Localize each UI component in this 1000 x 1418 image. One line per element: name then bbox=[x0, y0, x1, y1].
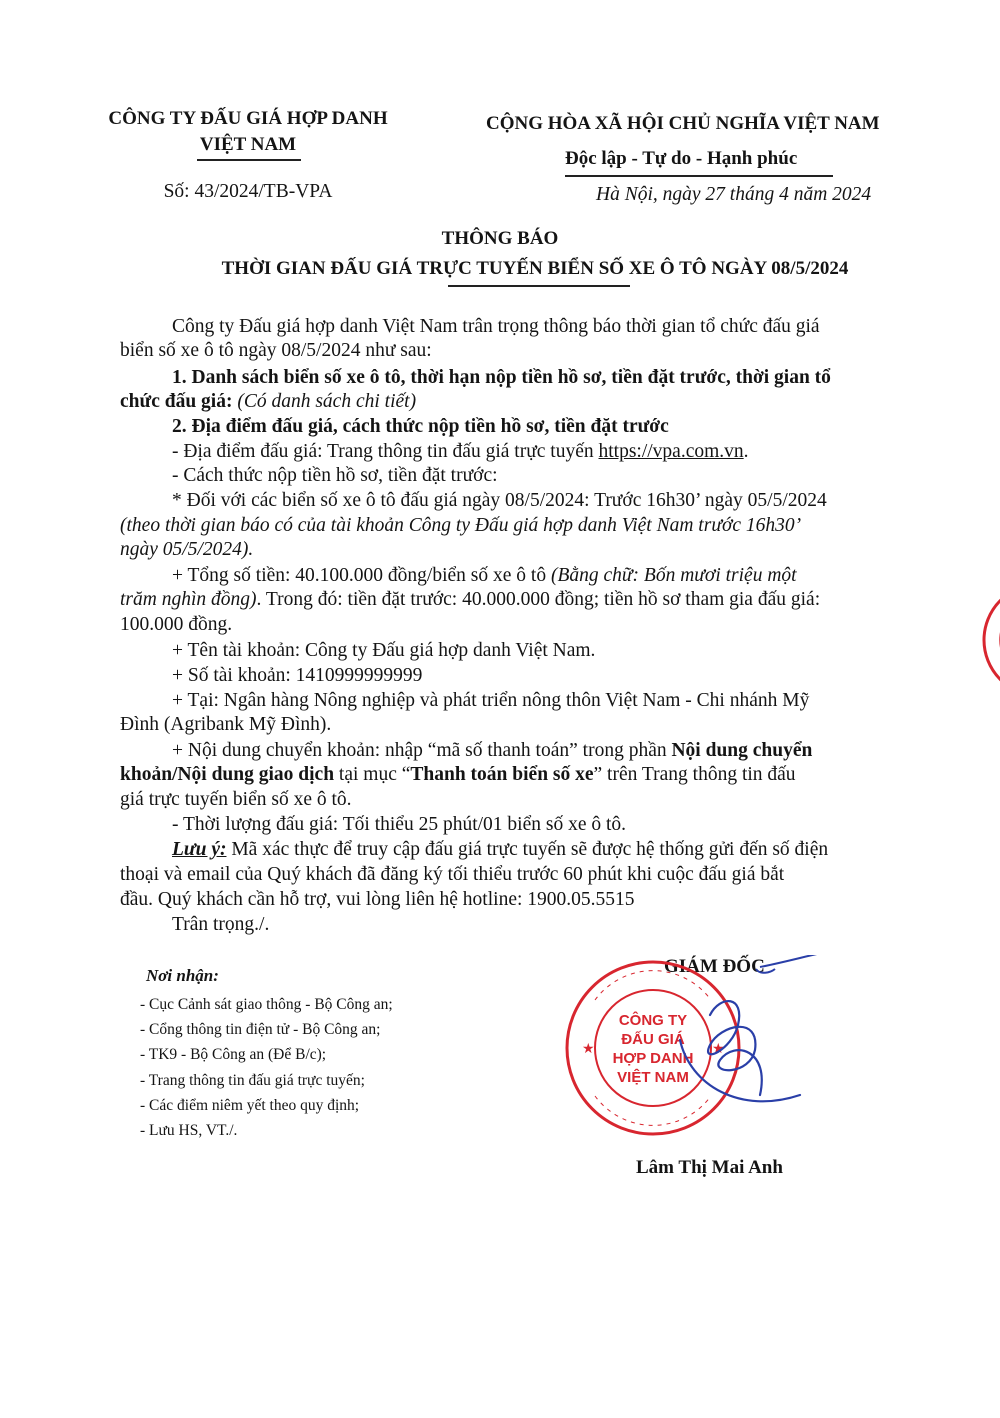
edge-seal-fragment bbox=[980, 580, 1000, 700]
transfer-line3: giá trực tuyến biển số xe ô tô. bbox=[120, 789, 352, 810]
recipient-item: - Trang thông tin đấu giá trực tuyến; bbox=[140, 1072, 365, 1089]
total-in-words-2: trăm nghìn đồng) bbox=[120, 589, 257, 610]
recipient-item: - Cổng thông tin điện tử - Bộ Công an; bbox=[140, 1021, 381, 1038]
transfer-bold-1: Nội dung chuyển bbox=[671, 740, 813, 761]
seal-star-icon: ★ bbox=[712, 1042, 725, 1057]
transfer-bold-3: Thanh toán biển số xe bbox=[410, 764, 594, 785]
deadline-line2: (theo thời gian báo có của tài khoản Công ty Đấu giá hợp danh Việt Nam trước 16h30’ bbox=[120, 515, 802, 536]
transfer-line2 bbox=[120, 764, 796, 786]
document-title: THÔNG BÁO bbox=[441, 228, 559, 249]
document-number: Số: 43/2024/TB-VPA bbox=[163, 181, 333, 202]
note-label: Lưu ý: bbox=[172, 839, 227, 860]
title-underline bbox=[448, 285, 630, 287]
section2-heading: 2. Địa điểm đấu giá, cách thức nộp tiền hồ sơ, tiền đặt trước bbox=[172, 416, 669, 437]
organization-name bbox=[88, 108, 408, 156]
national-motto: Độc lập - Tự do - Hạnh phúc bbox=[565, 148, 798, 169]
seal-star-icon: ★ bbox=[582, 1042, 595, 1057]
edge-seal-ring bbox=[984, 584, 1000, 696]
recipient-item: - Các điểm niêm yết theo quy định; bbox=[140, 1097, 360, 1114]
seal-inner-ring bbox=[595, 990, 711, 1106]
transfer-text-3: ” trên Trang thông tin đấu bbox=[593, 764, 796, 785]
intro-line2: biển số xe ô tô ngày 08/5/2024 như sau: bbox=[120, 340, 432, 361]
location-line bbox=[172, 441, 749, 463]
section1-heading-cont bbox=[120, 391, 416, 413]
total-amount: + Tổng số tiền: 40.100.000 đồng/biển số xe ô tô bbox=[172, 565, 551, 586]
note-line3: đầu. Quý khách cần hỗ trợ, vui lòng liên hệ hotline: 1900.05.5515 bbox=[120, 889, 635, 910]
seal-text: VIỆT NAM bbox=[617, 1069, 689, 1086]
total-in-words-1: (Bằng chữ: Bốn mươi triệu một bbox=[550, 565, 797, 586]
closing: Trân trọng./. bbox=[172, 914, 270, 935]
payment-method: - Cách thức nộp tiền hồ sơ, tiền đặt trước: bbox=[172, 465, 498, 486]
seal-text: HỢP DANH bbox=[612, 1050, 694, 1067]
section1-heading: 1. Danh sách biển số xe ô tô, thời hạn nộp tiền hồ sơ, tiền đặt trước, thời gian tổ bbox=[172, 367, 831, 388]
auction-website-link[interactable]: https://vpa.com.vn bbox=[598, 441, 744, 462]
transfer-line1 bbox=[172, 740, 812, 762]
transfer-text: + Nội dung chuyển khoản: nhập “mã số thanh toán” trong phần bbox=[172, 740, 672, 761]
recipients-heading: Nơi nhận: bbox=[146, 966, 219, 985]
org-underline bbox=[197, 159, 301, 161]
bank-line1: + Tại: Ngân hàng Nông nghiệp và phát triển nông thôn Việt Nam - Chi nhánh Mỹ bbox=[172, 690, 810, 711]
motto-underline bbox=[565, 175, 833, 177]
signature-stroke bbox=[756, 955, 820, 973]
deadline-line3: ngày 05/5/2024). bbox=[120, 539, 254, 560]
company-seal bbox=[560, 955, 820, 1155]
transfer-text-2: tại mục “ bbox=[334, 764, 411, 785]
signature-scribble bbox=[680, 1001, 800, 1101]
recipient-item: - Lưu HS, VT./. bbox=[140, 1122, 238, 1139]
bank-line2: Đình (Agribank Mỹ Đình). bbox=[120, 714, 332, 735]
section1-bold: chức đấu giá: bbox=[120, 391, 233, 412]
seal-text: ĐẤU GIÁ bbox=[621, 1031, 685, 1048]
account-number: + Số tài khoản: 1410999999999 bbox=[172, 665, 423, 686]
national-title: CỘNG HÒA XÃ HỘI CHỦ NGHĨA VIỆT NAM bbox=[486, 113, 880, 134]
note-line1 bbox=[172, 839, 828, 861]
recipient-item: - TK9 - Bộ Công an (Để B/c); bbox=[140, 1046, 327, 1063]
total-line1 bbox=[172, 565, 797, 587]
location-label: - Địa điểm đấu giá: Trang thông tin đấu giá trực tuyến bbox=[172, 441, 599, 462]
section1-italic: (Có danh sách chi tiết) bbox=[237, 391, 417, 412]
total-line3: 100.000 đồng. bbox=[120, 614, 233, 635]
seal-ring-text-top bbox=[595, 971, 711, 1000]
recipient-item: - Cục Cảnh sát giao thông - Bộ Công an; bbox=[140, 996, 393, 1013]
org-name-line1: CÔNG TY ĐẤU GIÁ HỢP DANH bbox=[108, 108, 388, 129]
account-name: + Tên tài khoản: Công ty Đấu giá hợp danh Việt Nam. bbox=[172, 640, 596, 661]
transfer-bold-2: khoản/Nội dung giao dịch bbox=[120, 764, 335, 785]
total-breakdown: . Trong đó: tiền đặt trước: 40.000.000 đồng; tiền hồ sơ tham gia đấu giá: bbox=[256, 589, 821, 610]
org-name-line2: VIỆT NAM bbox=[199, 134, 297, 155]
note-text-1: Mã xác thực để truy cập đấu giá trực tuyến sẽ được hệ thống gửi đến số điện bbox=[226, 839, 829, 860]
signer-name: Lâm Thị Mai Anh bbox=[636, 1157, 783, 1178]
intro-line1: Công ty Đấu giá hợp danh Việt Nam trân trọng thông báo thời gian tổ chức đấu giá bbox=[172, 316, 820, 337]
place-date: Hà Nội, ngày 27 tháng 4 năm 2024 bbox=[596, 184, 872, 205]
document-subtitle: THỜI GIAN ĐẤU GIÁ TRỰC TUYẾN BIỂN SỐ XE Ô TÔ NGÀY 08/5/2024 bbox=[221, 258, 849, 279]
seal-text: CÔNG TY bbox=[618, 1012, 688, 1029]
note-line2: thoại và email của Quý khách đã đăng ký tối thiểu trước 60 phút khi cuộc đấu giá bắt bbox=[120, 864, 785, 885]
signer-title: GIÁM ĐỐC bbox=[664, 956, 765, 977]
location-end: . bbox=[743, 441, 749, 462]
duration-line: - Thời lượng đấu giá: Tối thiểu 25 phút/01 biển số xe ô tô. bbox=[172, 814, 627, 835]
seal-ring-text-bottom bbox=[595, 1096, 711, 1125]
deadline-line1: * Đối với các biển số xe ô tô đấu giá ngày 08/5/2024: Trước 16h30’ ngày 05/5/2024 bbox=[172, 490, 827, 511]
total-line2 bbox=[120, 589, 820, 611]
